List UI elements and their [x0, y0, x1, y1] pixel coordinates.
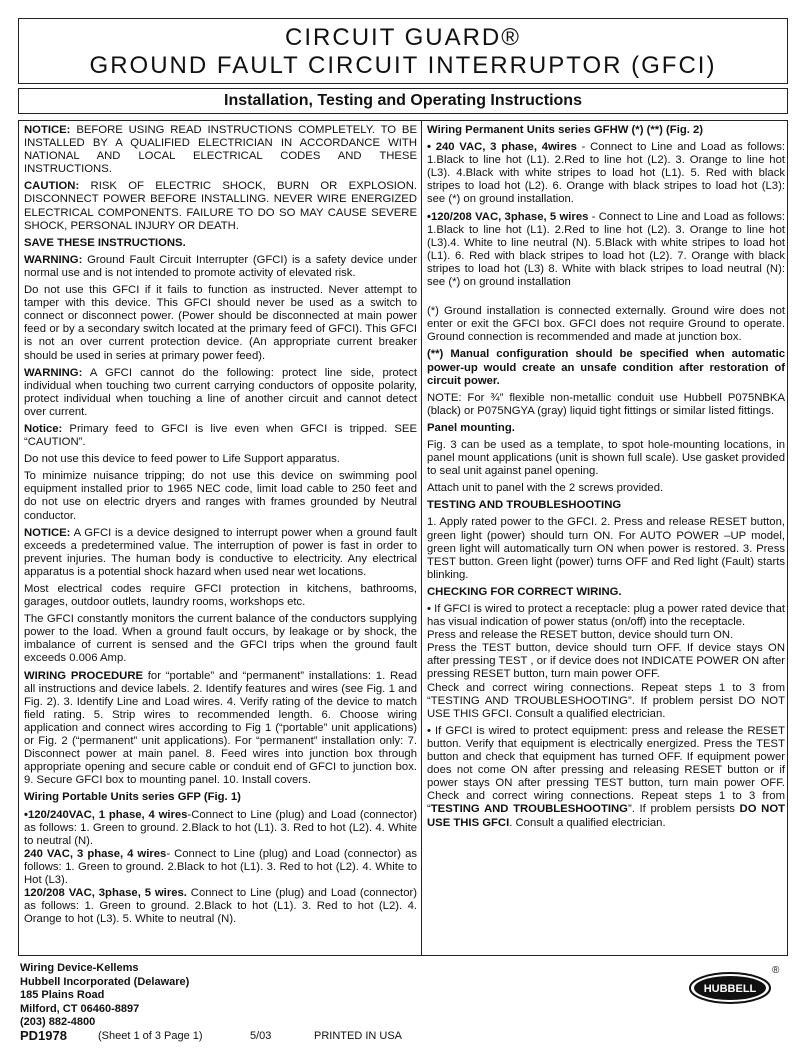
- portable-heading: Wiring Portable Units series GFP (Fig. 1): [24, 791, 241, 804]
- testing-paragraph: 1. Apply rated power to the GFCI. 2. Press and release RESET button, green light (power) should turn ON. For AUTO POWER –UP model, green light will automatically turn ON when power is restored. 3. Press TEST button. Green light (power) turns OFF and Red light (Fault) starts blinking.: [427, 516, 785, 581]
- warning-paragraph-1: WARNING: Ground Fault Circuit Interrupter (GFCI) is a safety device under normal use and is not intended to promote activity of elevated risk.: [24, 253, 417, 279]
- warning-paragraph-2: WARNING: A GFCI cannot do the following: protect line side, protect individual when touching two current carrying conductors of opposite polarity, protect individual when touching a line of another circuit and cannot detect over current.: [24, 366, 417, 418]
- title-line-1: CIRCUIT GUARD®: [285, 24, 521, 51]
- manual-config-note: (**) Manual configuration should be specified when automatic power-up would create an unsafe condition after restoration of circuit power.: [427, 348, 785, 387]
- permanent-item-a: • 240 VAC, 3 phase, 4wires - Connect to Line and Load as follows: 1.Black to line hot (L1). 2.Red to line hot (L2). 3. Orange to line hot (L3). 4.Black with white stripes to load hot (L1). 5. Red with black stripes to load hot (L2). 6. Orange with black stripes to load hot (L3): see (*) on ground installation.: [427, 141, 785, 206]
- caution-paragraph: CAUTION: RISK OF ELECTRIC SHOCK, BURN OR EXPLOSION. DISCONNECT POWER BEFORE INSTALLING. NEVER WIRE ENERGIZED ELECTRICAL COMPONENTS. FAILURE TO DO SO MAY CAUSE SEVERE SHOCK, PERSONAL INJURY OR DEATH.: [24, 180, 417, 232]
- wiring-procedure-paragraph: WIRING PROCEDURE for “portable” and “permanent” installations: 1. Read all instructions and device labels. 2. Identify features and wires (see Fig. 1 and Fig. 2). 3. Identify Line and Load wires. 4. Verify rating of the device to match field rating. 5. Strip wires to recommended length. 6. Choose wiring application and connect wires according to Fig 1 (“portable” unit applications) or Fig. 2 (“permanent” unit applications). For “permanent” installation only: 7. Disconnect power at main panel. 8. Feed wires into junction box through appropriate opening and secure cable or conduit end of GFCI to junction box. 9. Secure GFCI box to mounting panel. 10. Install covers.: [24, 669, 417, 787]
- panel-paragraph: Fig. 3 can be used as a template, to spot hole-mounting locations, in panel mount applications (unit is shown full scale). Use gasket provided to seal unit against panel opening.: [427, 438, 785, 478]
- panel-heading: Panel mounting.: [427, 421, 515, 434]
- subtitle: Installation, Testing and Operating Instructions: [18, 88, 788, 114]
- check-correct: Check and correct wiring connections. Repeat steps 1 to 3 from “TESTING AND TROUBLESHOOTING”. If problem persist DO NOT USE THIS GFCI. Consult a qualified electrician.: [427, 681, 785, 720]
- permanent-heading: Wiring Permanent Units series GFHW (*) (**) (Fig. 2): [427, 124, 704, 136]
- instructions-body: [18, 120, 788, 956]
- registered-mark: ®: [772, 965, 780, 976]
- conduit-note: NOTE: For ¾” flexible non-metallic conduit use Hubbell P075NBKA (black) or P075NGYA (gray) liquid tight fittings or similar listed fittings.: [427, 391, 785, 417]
- check-reset: Press and release the RESET button, device should turn ON.: [427, 629, 734, 642]
- portable-item-c: 120/208 VAC, 3phase, 5 wires. Connect to Line (plug) and Load (connector) as follows: 1. Green to ground. 2.Black to hot (L1). 3. Red to hot (L2). 4. Orange to hot (L3). 5. White to neutral (N).: [24, 887, 417, 926]
- attach-paragraph: Attach unit to panel with the 2 screws provided.: [427, 482, 664, 495]
- company-address: Wiring Device-Kellems Hubbell Incorporated (Delaware) 185 Plains Road Milford, CT 06460-8897 (203) 882-4800: [20, 962, 190, 1028]
- portable-item-a: •120/240VAC, 1 phase, 4 wires-Connect to Line (plug) and Load (connector) as follows: 1. Green to ground. 2.Black to hot (L1). 3. Red to hot (L2). 4. White to neutral (N).: [24, 808, 417, 847]
- hubbell-logo-icon: [686, 962, 778, 1006]
- notice-label: NOTICE:: [24, 124, 71, 136]
- doc-id: PD1978: [20, 1028, 67, 1043]
- do-not-use-paragraph: Do not use this GFCI if it fails to function as instructed. Never attempt to tamper with this device. This GFCI should never be used as a switch to connect or disconnect power. (Power should be disconnected at main power feed or by a secondary switch located at the primary feed of GFCI). This GFCI is not an over current protection device. (An appropriate current breaker should be used in series at primary power feed).: [24, 284, 417, 362]
- title-line-2: GROUND FAULT CIRCUIT INTERRUPTOR (GFCI): [89, 52, 717, 79]
- sheet-info: (Sheet 1 of 3 Page 1): [98, 1030, 203, 1042]
- revision-date: 5/03: [250, 1030, 272, 1042]
- check-test: Press the TEST button, device should turn OFF. If device stays ON after pressing TEST , or if device does not INDICATE POWER ON after pressing RESET button, turn main power OFF.: [427, 642, 785, 681]
- monitor-paragraph: The GFCI constantly monitors the current balance of the conductors supplying power to the load. When a ground fault occurs, by leakage or by shock, the imbalance of current is sensed and the GFCI trips when the ground fault exceeds 0.006 Amp.: [24, 613, 417, 665]
- notice-paragraph: NOTICE: BEFORE USING READ INSTRUCTIONS COMPLETELY. TO BE INSTALLED BY A QUALIFIED ELECTRICIAN IN ACCORDANCE WITH NATIONAL AND LOCAL ELECTRICAL CODES AND THESE INSTRUCTIONS.: [24, 124, 417, 176]
- save-instructions: SAVE THESE INSTRUCTIONS.: [24, 236, 186, 249]
- printed-in: PRINTED IN USA: [314, 1030, 403, 1042]
- ground-note: (*) Ground installation is connected externally. Ground wire does not enter or exit the GFCI box. GFCI does not require Ground to operate. Ground connection is recommended and made at junction box.: [427, 305, 785, 344]
- check-receptacle: • If GFCI is wired to protect a receptacle: plug a power rated device that has visual indication of power status (on/off) into the receptacle.: [427, 603, 785, 629]
- testing-heading: TESTING AND TROUBLESHOOTING: [427, 499, 622, 512]
- nuisance-paragraph: To minimize nuisance tripping; do not use this device on swimming pool equipment installed prior to 1965 NEC code, limit load cable to 250 feet and do not use on electric dryers and ranges with frames grounded by Neutral conductor.: [24, 470, 417, 522]
- codes-paragraph: Most electrical codes require GFCI protection in kitchens, bathrooms, garages, outdoor outlets, laundry rooms, workshops etc.: [24, 583, 417, 609]
- check-equipment: • If GFCI is wired to protect equipment: press and release the RESET button. Verify that equipment is electrically energized. Press the TEST button and check that equipment has turned OFF. If equipment power does not come ON after pressing and releasing RESET button or if power stays ON after pressing TEST button, turn main power OFF. Check and correct wiring connections. Repeat steps 1 to 3 from “TESTING AND TROUBLESHOOTING”. If problem persists DO NOT USE THIS GFCI. Consult a qualified electrician.: [427, 724, 786, 829]
- left-column: [24, 124, 417, 926]
- right-column: [427, 124, 785, 834]
- permanent-item-b: •120/208 VAC, 3phase, 5 wires - Connect to Line and Load as follows: 1.Black to line hot (L1). 2.Red to line hot (L2). 3. Orange to line hot (L3).4. White to line neutral (N). 5.Black with white stripes to load hot (L1). 6. Red with black stripes to load hot (L2). 7. Orange with black stripes to load hot (L3) 8. White with black stripes to load neutral (N): see (*) on ground installation: [427, 210, 785, 289]
- notice-paragraph-2: Notice: Primary feed to GFCI is live even when GFCI is tripped. SEE “CAUTION”.: [24, 422, 417, 449]
- logo-text: HUBBELL: [703, 983, 757, 995]
- title-box: [18, 18, 788, 84]
- portable-item-b: 240 VAC, 3 phase, 4 wires- Connect to Line (plug) and Load (connector) as follows: 1. Green to ground. 2.Black to hot (L1). 3. Red to hot (L2). 4. White to Hot (L3).: [24, 847, 418, 886]
- column-divider: [421, 121, 422, 955]
- notice-paragraph-3: NOTICE: A GFCI is a device designed to interrupt power when a ground fault exceeds a predetermined value. The interruption of power is fast in order to prevent injuries. The human body is conductive to electricity. Any electrical apparatus is a potential shock hazard when used near wet locations.: [24, 526, 417, 578]
- checking-heading: CHECKING FOR CORRECT WIRING.: [427, 585, 622, 598]
- caution-label: CAUTION:: [24, 180, 80, 193]
- life-support-paragraph: Do not use this device to feed power to Life Support apparatus.: [24, 453, 340, 466]
